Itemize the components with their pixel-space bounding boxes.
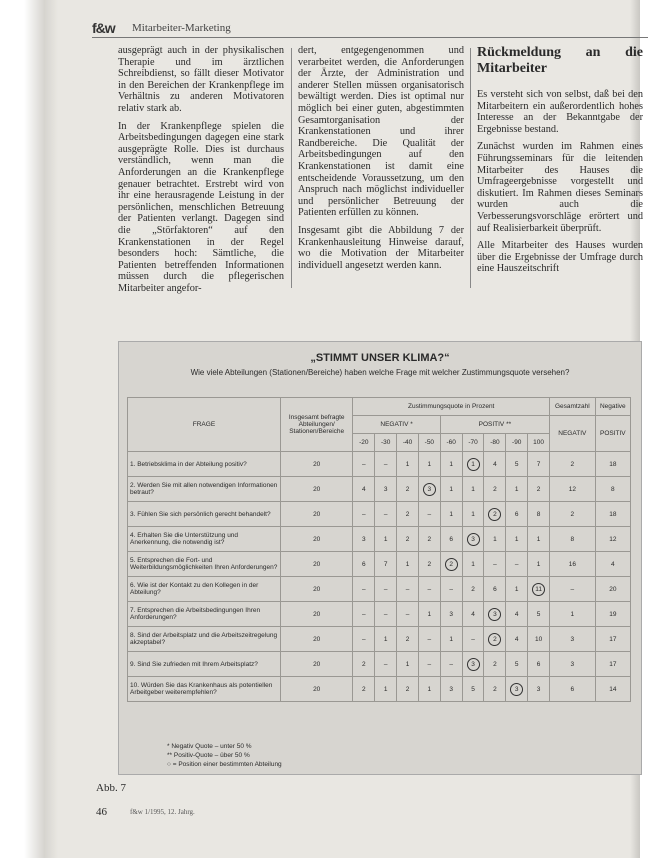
value-cell: – bbox=[440, 577, 462, 602]
page-number: 46 bbox=[96, 806, 107, 818]
note: * Negativ Quote – unter 50 % bbox=[167, 743, 252, 750]
question-cell: 3. Fühlen Sie sich persönlich gerecht behandelt? bbox=[128, 502, 281, 527]
value-cell: 1 bbox=[550, 602, 596, 627]
value-cell: 4 bbox=[506, 602, 528, 627]
value-cell: 2 bbox=[550, 452, 596, 477]
question-cell: 9. Sind Sie zufrieden mit Ihrem Arbeitsplatz? bbox=[128, 652, 281, 677]
value-cell: 18 bbox=[595, 502, 630, 527]
highlight-circle: 3 bbox=[488, 608, 501, 621]
value-cell: 5 bbox=[506, 652, 528, 677]
value-cell: 12 bbox=[595, 527, 630, 552]
value-cell: 1 bbox=[375, 627, 397, 652]
highlight-circle: 3 bbox=[467, 533, 480, 546]
paragraph: Es versteht sich von selbst, daß bei den Mitarbeitern ein außerordentlich hohes Interesse an der Bekanntgabe der Ergebnisse bestand. bbox=[477, 89, 643, 135]
value-cell: 6 bbox=[550, 677, 596, 702]
figure-caption: Abb. 7 bbox=[96, 782, 126, 794]
question-cell: 7. Entsprechen die Arbeitsbedingungen Ihren Anforderungen? bbox=[128, 602, 281, 627]
value-cell: 20 bbox=[280, 677, 352, 702]
value-cell: 1 bbox=[397, 552, 419, 577]
value-cell: 5 bbox=[462, 677, 484, 702]
bin-header: -80 bbox=[484, 434, 506, 452]
value-cell: 4 bbox=[506, 627, 528, 652]
survey-table bbox=[127, 397, 631, 702]
value-cell: 20 bbox=[280, 552, 352, 577]
col-header-total: Gesamtzahl bbox=[550, 398, 596, 416]
value-cell: – bbox=[353, 502, 375, 527]
table-title: „STIMMT UNSER KLIMA?“ bbox=[310, 352, 450, 364]
table-row bbox=[128, 477, 631, 502]
value-cell: 1 bbox=[375, 677, 397, 702]
value-cell: 2 bbox=[418, 527, 440, 552]
col-header-quote: Zustimmungsquote in Prozent bbox=[353, 398, 550, 416]
column-divider bbox=[291, 48, 292, 288]
paragraph: Insgesamt gibt die Abbildung 7 der Krankenhausleitung Hinweise darauf, wo die Motivation der Mitarbeiter individuell angesetzt werden kann. bbox=[298, 224, 464, 271]
paragraph: dert, entgegengenommen und verarbeitet werden, die Anforderungen der Ärzte, der Administration und anderer Stellen müssen organisatorisch bewältigt werden. Dies ist optimal nur möglich bei einer guten, abgestimmten Gesamtorganisation der Krankenstationen und ihrer Randbereiche. Die Qualität der Arbeitsbedingungen auf den Krankenstationen ist damit eine entscheidende Voraussetzung, um den Anspruch nach möglichst individueller und persönlicher Betreuung der Patienten erfüllen zu können. bbox=[298, 45, 464, 219]
value-cell: 20 bbox=[280, 502, 352, 527]
table-row bbox=[128, 502, 631, 527]
value-cell: 3 bbox=[528, 677, 550, 702]
value-cell: – bbox=[375, 577, 397, 602]
value-cell: – bbox=[550, 577, 596, 602]
value-cell: – bbox=[418, 652, 440, 677]
value-cell: 3 bbox=[550, 627, 596, 652]
value-cell: 1 bbox=[440, 502, 462, 527]
value-cell: 14 bbox=[595, 677, 630, 702]
value-cell: 6 bbox=[440, 527, 462, 552]
value-cell: – bbox=[462, 627, 484, 652]
bin-header: -30 bbox=[375, 434, 397, 452]
table-row bbox=[128, 577, 631, 602]
value-cell: 12 bbox=[550, 477, 596, 502]
value-cell: – bbox=[484, 552, 506, 577]
table-row bbox=[128, 677, 631, 702]
col-header-negativ: NEGATIV * bbox=[353, 416, 440, 434]
value-cell: 1 bbox=[440, 627, 462, 652]
table-notes bbox=[167, 742, 282, 769]
value-cell: 20 bbox=[280, 577, 352, 602]
value-cell: 3 bbox=[440, 602, 462, 627]
value-cell: 20 bbox=[280, 477, 352, 502]
col-header-negative: Negative bbox=[595, 398, 630, 416]
value-cell: – bbox=[375, 602, 397, 627]
value-cell: 1 bbox=[462, 477, 484, 502]
header-rule bbox=[92, 37, 648, 38]
column-divider bbox=[470, 48, 471, 288]
value-cell: 5 bbox=[506, 452, 528, 477]
question-cell: 2. Werden Sie mit allen notwendigen Informationen betraut? bbox=[128, 477, 281, 502]
value-cell: 18 bbox=[595, 452, 630, 477]
table-row bbox=[128, 602, 631, 627]
highlight-circle: 2 bbox=[488, 633, 501, 646]
col-header-positiv: POSITIV ** bbox=[440, 416, 549, 434]
text-column-2 bbox=[298, 45, 464, 277]
paragraph: Zunächst wurden im Rahmen eines Führungsseminars für die leitenden Mitarbeiter des Hauses die Umfrageergebnisse vorgestellt und diskutiert. Im Rahmen dieses Seminars wurden auch die Verbesserungsvorschläge erörtert und auf Realisierbarkeit überprüft. bbox=[477, 141, 643, 234]
value-cell: 1 bbox=[506, 527, 528, 552]
value-cell: 6 bbox=[528, 652, 550, 677]
value-cell: 2 bbox=[550, 502, 596, 527]
value-cell: – bbox=[506, 552, 528, 577]
col-header-total-pos: POSITIV bbox=[595, 416, 630, 452]
question-cell: 10. Würden Sie das Krankenhaus als potentiellen Arbeitgeber weiterempfehlen? bbox=[128, 677, 281, 702]
bin-header: -20 bbox=[353, 434, 375, 452]
value-cell: – bbox=[353, 602, 375, 627]
value-cell: 1 bbox=[462, 552, 484, 577]
value-cell bbox=[528, 577, 550, 602]
value-cell bbox=[484, 502, 506, 527]
bin-header: -40 bbox=[397, 434, 419, 452]
value-cell: 1 bbox=[528, 552, 550, 577]
value-cell: 4 bbox=[595, 552, 630, 577]
value-cell bbox=[440, 552, 462, 577]
value-cell: 20 bbox=[280, 527, 352, 552]
value-cell: – bbox=[375, 452, 397, 477]
value-cell: 3 bbox=[375, 477, 397, 502]
value-cell: – bbox=[440, 652, 462, 677]
question-cell: 1. Betriebsklima in der Abteilung positiv? bbox=[128, 452, 281, 477]
value-cell: 10 bbox=[528, 627, 550, 652]
value-cell: 1 bbox=[506, 477, 528, 502]
note: ** Positiv-Quote – über 50 % bbox=[167, 752, 250, 759]
value-cell bbox=[484, 627, 506, 652]
bin-header: -70 bbox=[462, 434, 484, 452]
value-cell: 1 bbox=[528, 527, 550, 552]
value-cell: 4 bbox=[462, 602, 484, 627]
figure-7-table bbox=[118, 341, 642, 775]
value-cell bbox=[462, 652, 484, 677]
bin-header: -50 bbox=[418, 434, 440, 452]
section-heading: Rückmeldung an die Mitarbeiter bbox=[477, 45, 643, 76]
value-cell: 6 bbox=[484, 577, 506, 602]
value-cell: 4 bbox=[484, 452, 506, 477]
value-cell: 1 bbox=[484, 527, 506, 552]
value-cell: 20 bbox=[280, 652, 352, 677]
section-title: Mitarbeiter-Marketing bbox=[132, 22, 231, 34]
highlight-circle: 2 bbox=[488, 508, 501, 521]
paragraph: In der Krankenpflege spielen die Arbeitsbedingungen dagegen eine stark ausgeprägte Rolle. Dies ist durchaus verständlich, wenn man die Anforderungen an die Krankenpflege genauer betrachtet. Erstrebt wird von ihr eine herausragende Leistung in der persönlichen, menschlichen Betreuung der Patienten verlangt. Dagegen sind die „Störfaktoren“ auf den Krankenstationen in der Regel besonders hoch: Sämtliche, die Patienten betreffenden Informationen müssen durch die pflegerischen Mitarbeiter angefor- bbox=[118, 120, 284, 294]
question-cell: 4. Erhalten Sie die Unterstützung und Anerkennung, die notwendig ist? bbox=[128, 527, 281, 552]
value-cell: 1 bbox=[375, 527, 397, 552]
value-cell: – bbox=[353, 577, 375, 602]
value-cell: 2 bbox=[353, 652, 375, 677]
value-cell: 1 bbox=[462, 502, 484, 527]
value-cell: – bbox=[418, 627, 440, 652]
journal-logo: f&w bbox=[92, 20, 115, 36]
value-cell bbox=[462, 452, 484, 477]
value-cell: 2 bbox=[397, 627, 419, 652]
value-cell: 3 bbox=[440, 677, 462, 702]
value-cell: 2 bbox=[484, 652, 506, 677]
question-cell: 5. Entsprechen die Fort- und Weiterbildungsmöglichkeiten Ihren Anforderungen? bbox=[128, 552, 281, 577]
value-cell: – bbox=[375, 502, 397, 527]
value-cell: 2 bbox=[397, 677, 419, 702]
bin-header: 100 bbox=[528, 434, 550, 452]
value-cell: 2 bbox=[397, 477, 419, 502]
paragraph: ausgeprägt auch in der physikalischen Therapie und im ärztlichen Schreibdienst, so fällt dieser Motivator in den Bereichen der Krankenpflege im Verhältnis zu anderen Motivatoren relativ stark ab. bbox=[118, 45, 284, 114]
value-cell: – bbox=[397, 602, 419, 627]
highlight-circle: 3 bbox=[423, 483, 436, 496]
value-cell: 2 bbox=[397, 527, 419, 552]
value-cell bbox=[506, 677, 528, 702]
text-column-3 bbox=[477, 45, 643, 281]
value-cell: 5 bbox=[528, 602, 550, 627]
value-cell: 2 bbox=[528, 477, 550, 502]
value-cell: 8 bbox=[595, 477, 630, 502]
table-row bbox=[128, 552, 631, 577]
value-cell: 16 bbox=[550, 552, 596, 577]
value-cell: 2 bbox=[397, 502, 419, 527]
value-cell: 8 bbox=[550, 527, 596, 552]
value-cell: 1 bbox=[440, 477, 462, 502]
value-cell: 2 bbox=[462, 577, 484, 602]
value-cell: 7 bbox=[375, 552, 397, 577]
question-cell: 6. Wie ist der Kontakt zu den Kollegen in der Abteilung? bbox=[128, 577, 281, 602]
value-cell: 2 bbox=[484, 477, 506, 502]
running-header bbox=[92, 20, 648, 40]
value-cell: 20 bbox=[280, 627, 352, 652]
value-cell: 4 bbox=[353, 477, 375, 502]
value-cell: 3 bbox=[353, 527, 375, 552]
value-cell: – bbox=[353, 452, 375, 477]
value-cell: 1 bbox=[418, 677, 440, 702]
col-header-count: Insgesamt befragte Abteilungen/ Stationen/Bereiche bbox=[280, 398, 352, 452]
highlight-circle: 3 bbox=[467, 658, 480, 671]
text-column-1 bbox=[118, 45, 284, 300]
highlight-circle: 1 bbox=[467, 458, 480, 471]
value-cell: 8 bbox=[528, 502, 550, 527]
value-cell: 3 bbox=[550, 652, 596, 677]
value-cell: 1 bbox=[418, 602, 440, 627]
table-row bbox=[128, 627, 631, 652]
value-cell bbox=[462, 527, 484, 552]
value-cell bbox=[418, 477, 440, 502]
value-cell: 6 bbox=[506, 502, 528, 527]
value-cell: 6 bbox=[353, 552, 375, 577]
highlight-circle: 3 bbox=[510, 683, 523, 696]
value-cell: 20 bbox=[280, 602, 352, 627]
value-cell bbox=[484, 602, 506, 627]
source-line: f&w 1/1995, 12. Jahrg. bbox=[130, 808, 195, 816]
value-cell: 17 bbox=[595, 627, 630, 652]
value-cell: 17 bbox=[595, 652, 630, 677]
value-cell: 1 bbox=[506, 577, 528, 602]
value-cell: – bbox=[375, 652, 397, 677]
value-cell: 1 bbox=[397, 652, 419, 677]
value-cell: – bbox=[418, 502, 440, 527]
note: ○ = Position einer bestimmten Abteilung bbox=[167, 761, 282, 768]
bin-header: -90 bbox=[506, 434, 528, 452]
table-row bbox=[128, 652, 631, 677]
value-cell: – bbox=[418, 577, 440, 602]
table-row bbox=[128, 452, 631, 477]
value-cell: 1 bbox=[418, 452, 440, 477]
value-cell: 1 bbox=[440, 452, 462, 477]
value-cell: 2 bbox=[418, 552, 440, 577]
question-cell: 8. Sind der Arbeitsplatz und die Arbeitszeitregelung akzeptabel? bbox=[128, 627, 281, 652]
value-cell: 20 bbox=[595, 577, 630, 602]
col-header-total-neg: NEGATIV bbox=[550, 416, 596, 452]
highlight-circle: 2 bbox=[445, 558, 458, 571]
paragraph: Alle Mitarbeiter des Hauses wurden über die Ergebnisse der Umfrage durch eine Hauszeitschrift bbox=[477, 240, 643, 275]
value-cell: 1 bbox=[397, 452, 419, 477]
value-cell: – bbox=[353, 627, 375, 652]
table-row bbox=[128, 527, 631, 552]
value-cell: 2 bbox=[484, 677, 506, 702]
value-cell: 19 bbox=[595, 602, 630, 627]
col-header-question: FRAGE bbox=[128, 398, 281, 452]
bin-header: -60 bbox=[440, 434, 462, 452]
table-subtitle: Wie viele Abteilungen (Stationen/Bereiche) haben welche Frage mit welcher Zustimmungsquote versehen? bbox=[190, 368, 570, 377]
value-cell: – bbox=[397, 577, 419, 602]
highlight-circle: 11 bbox=[532, 583, 545, 596]
value-cell: 2 bbox=[353, 677, 375, 702]
value-cell: 7 bbox=[528, 452, 550, 477]
value-cell: 20 bbox=[280, 452, 352, 477]
binding-shadow bbox=[24, 0, 58, 858]
